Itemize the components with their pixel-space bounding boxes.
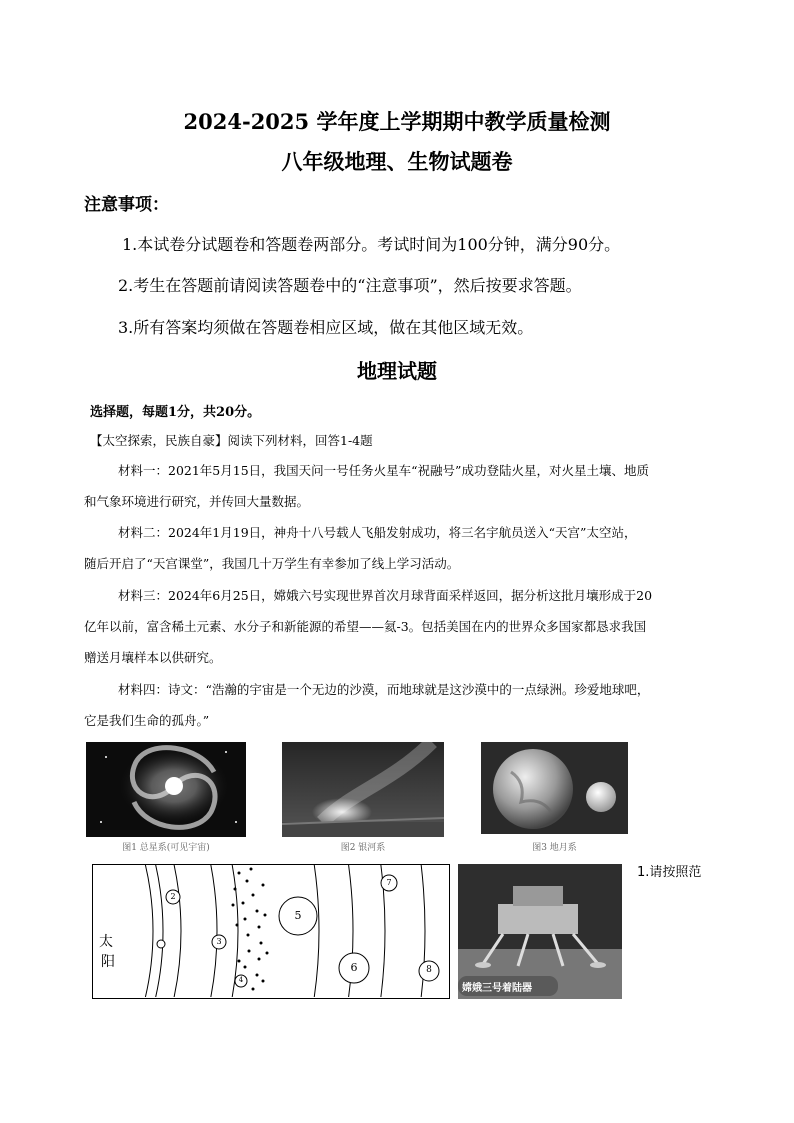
material-1-line-2: 和气象环境进行研究，并传回大量数据。 xyxy=(84,494,310,509)
planet-3-label: 3 xyxy=(216,937,222,946)
material-3 xyxy=(84,580,712,673)
earth-moon-icon xyxy=(481,742,628,834)
material-1-line-1: 材料一：2021年5月15日，我国天问一号任务火星车“祝融号”成功登陆火星，对火星土壤、地质 xyxy=(118,463,649,478)
section-title: 地理试题 xyxy=(357,359,437,383)
figure-3-earth-moon-image xyxy=(481,742,628,834)
notice-item-1: 1.本试卷分试题卷和答题卷两部分。考试时间为100分钟，满分90分。 xyxy=(122,235,621,254)
spiral-galaxy-icon xyxy=(86,742,246,837)
planet-5-label: 5 xyxy=(294,909,302,922)
notice-item-2: 2.考生在答题前请阅读答题卷中的“注意事项”，然后按要求答题。 xyxy=(118,276,582,295)
lander-image xyxy=(458,864,622,999)
figure-1-caption: 图1 总星系(可见宇宙) xyxy=(122,843,210,853)
figure-2-caption: 图2 银河系 xyxy=(340,843,386,853)
planet-8-label: 8 xyxy=(426,965,432,975)
solar-system-orbits xyxy=(93,865,449,997)
milky-way-icon xyxy=(282,742,444,837)
material-1 xyxy=(84,455,712,517)
question-1-fragment: 1.请按照范 xyxy=(637,865,702,880)
figure-2-milky-way-image xyxy=(282,742,444,837)
planet-2-label: 2 xyxy=(170,892,176,901)
topic-line: 【太空探索，民族自豪】阅读下列材料，回答1-4题 xyxy=(90,433,373,448)
material-4-line-1: 材料四：诗文：“浩瀚的宇宙是一个无边的沙漠，而地球就是这沙漠中的一点绿洲。珍爱地球吧， xyxy=(118,682,650,697)
sun-label-top: 太 xyxy=(99,934,113,950)
planet-4-label: 4 xyxy=(238,976,244,984)
material-2-line-2: 随后开启了“天宫课堂”，我国几十万学生有幸参加了线上学习活动。 xyxy=(84,556,460,571)
material-3-line-3: 赠送月壤样本以供研究。 xyxy=(84,650,222,665)
exam-subtitle: 八年级地理、生物试题卷 xyxy=(281,149,513,174)
exam-title: 2024-2025 学年度上学期期中教学质量检测 xyxy=(183,109,611,134)
material-4-line-2: 它是我们生命的孤舟。” xyxy=(84,713,210,728)
planet-7-label: 7 xyxy=(386,878,392,887)
planet-6-label: 6 xyxy=(350,961,358,974)
material-2 xyxy=(84,517,712,579)
figure-3-caption: 图3 地月系 xyxy=(532,843,577,853)
figure-1-galaxy-image xyxy=(86,742,246,837)
material-4 xyxy=(84,674,712,736)
lander-caption: 嫦娥三号着陆器 xyxy=(462,983,532,994)
notice-label: 注意事项： xyxy=(84,195,169,215)
sun-label-bottom: 阳 xyxy=(101,954,115,970)
notice-item-3: 3.所有答案均须做在答题卷相应区域，做在其他区域无效。 xyxy=(118,318,534,337)
solar-system-diagram xyxy=(92,864,450,999)
section-instruction: 选择题，每题1分，共20分。 xyxy=(90,405,261,420)
material-2-line-1: 材料二：2024年1月19日，神舟十八号载人飞船发射成功，将三名宇航员送入“天宫”太空站， xyxy=(118,525,637,540)
material-3-line-2: 亿年以前，富含稀土元素、水分子和新能源的希望——氦-3。包括美国在内的世界众多国家都恳求我国 xyxy=(84,619,647,634)
material-3-line-1: 材料三：2024年6月25日，嫦娥六号实现世界首次月球背面采样返回，据分析这批月壤形成于20 xyxy=(118,588,653,603)
